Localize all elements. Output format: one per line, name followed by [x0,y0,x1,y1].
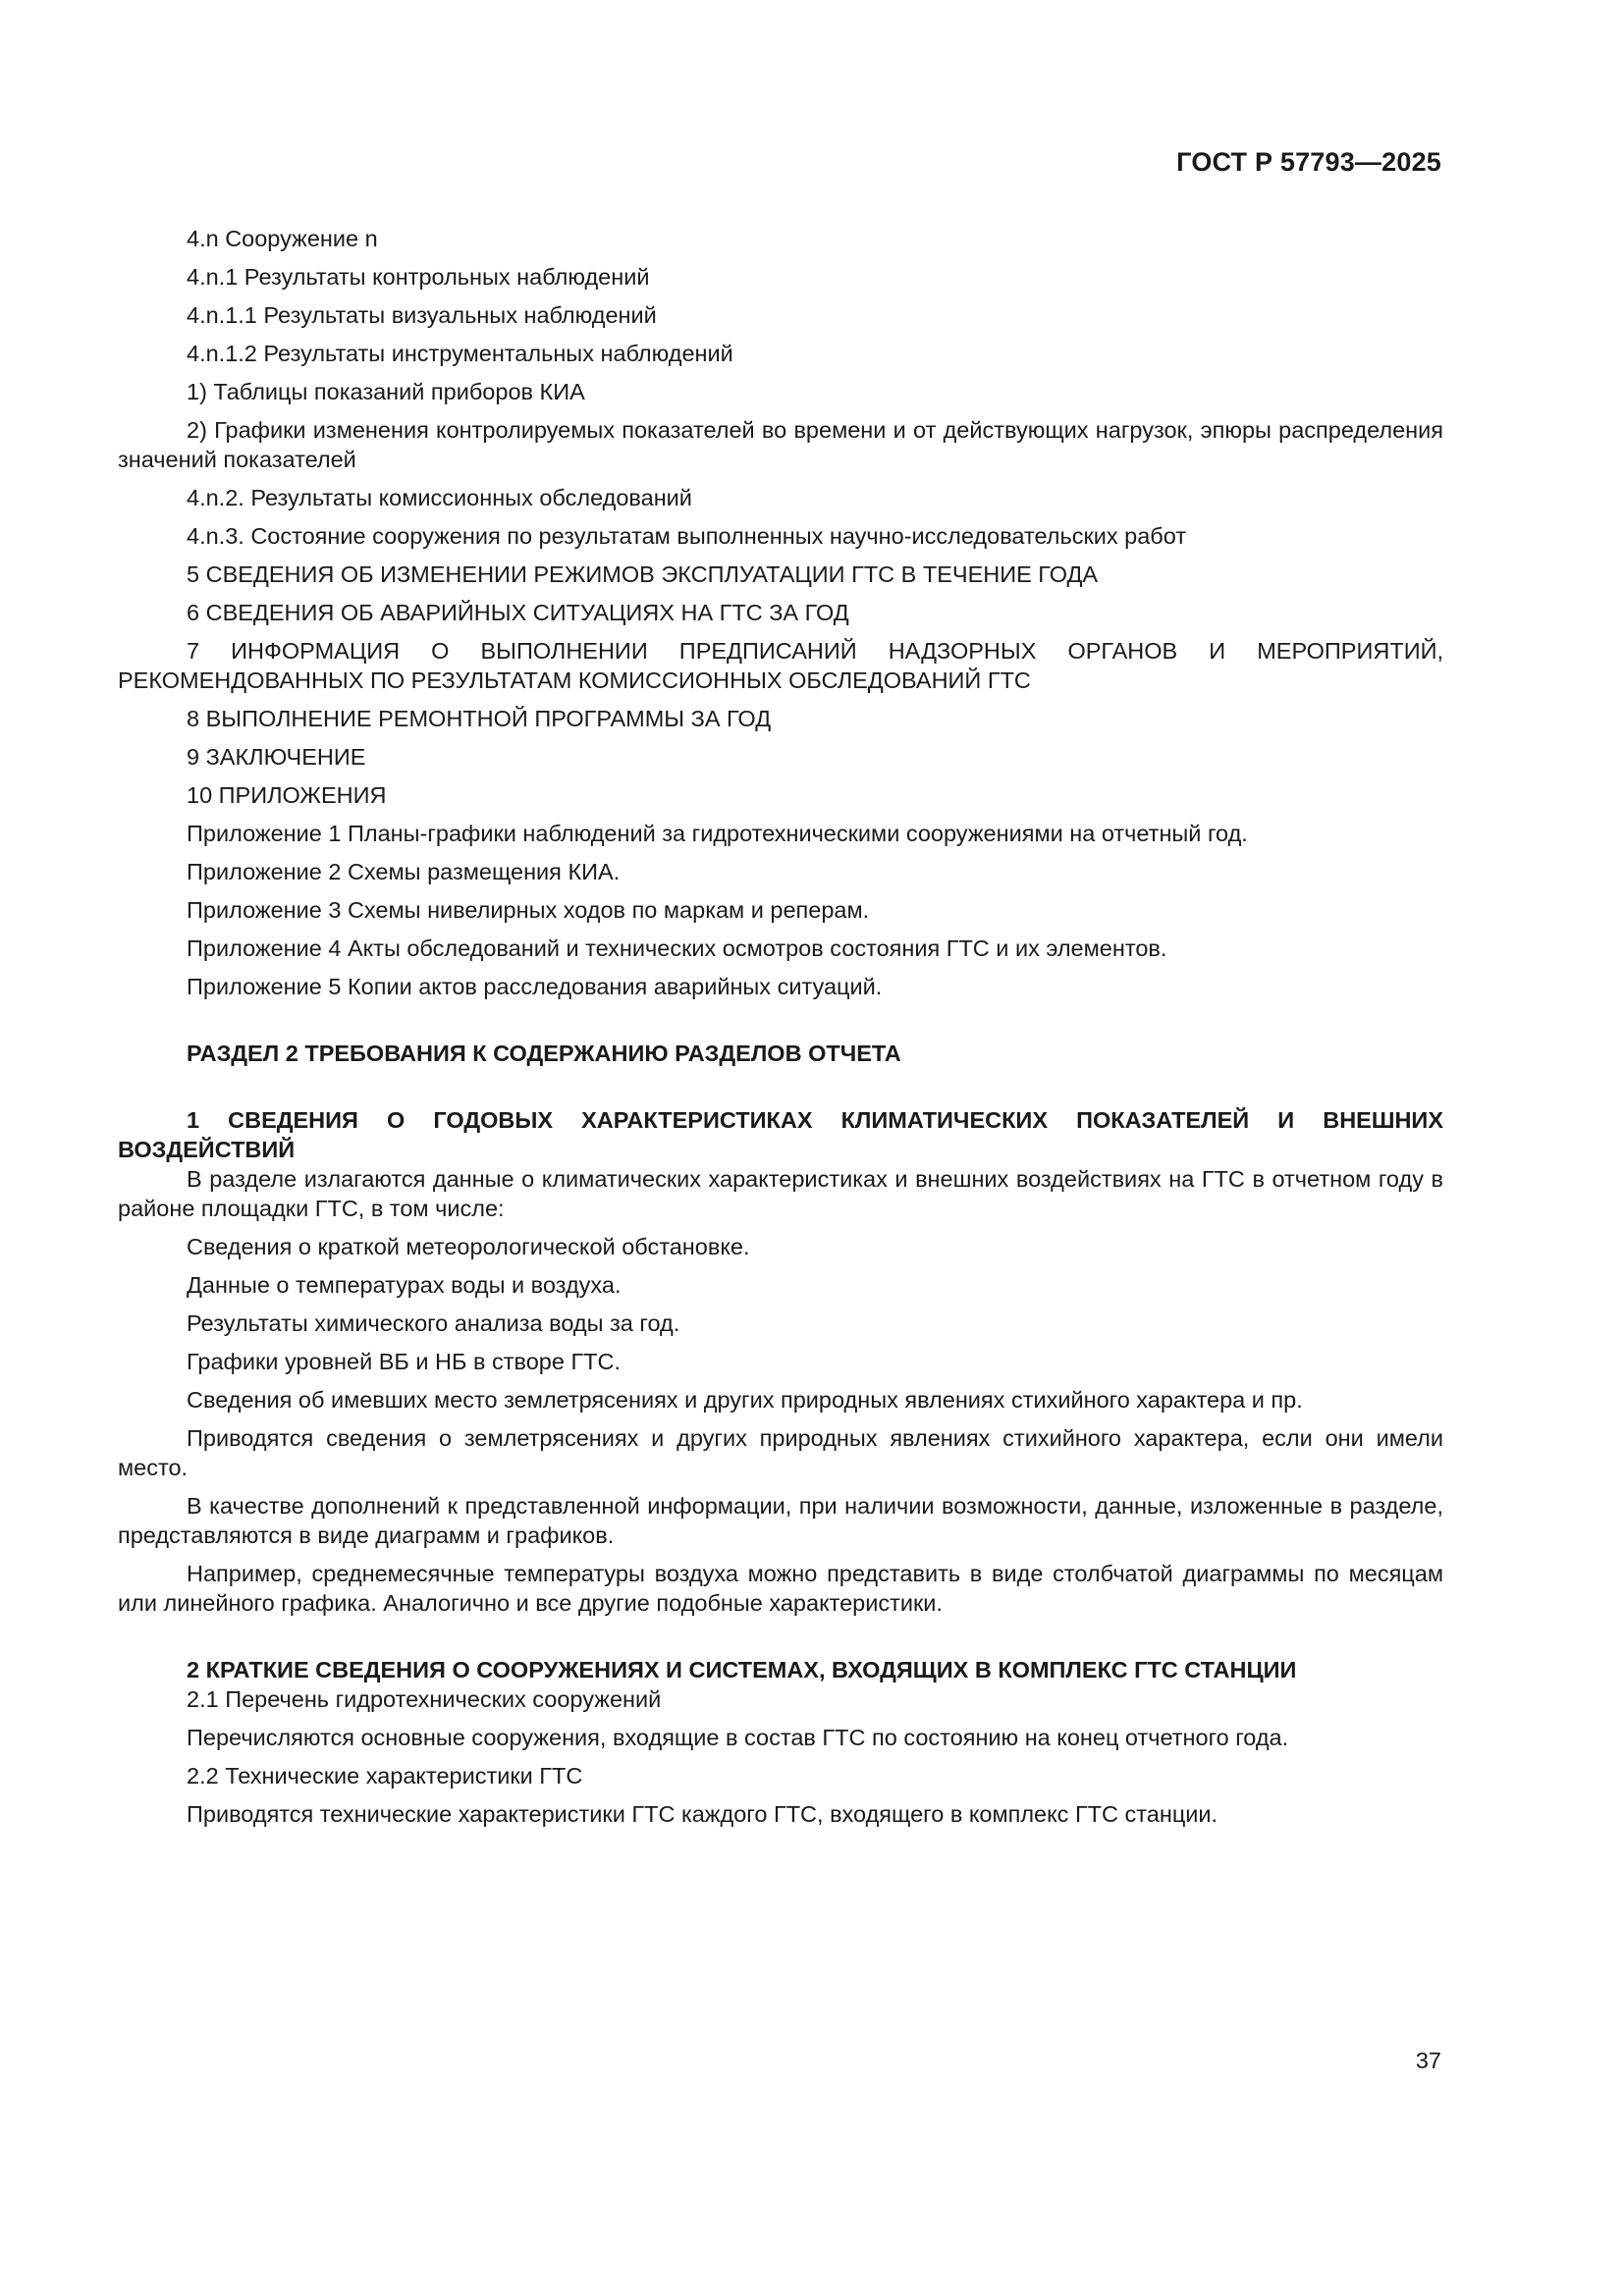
toc-line: Приложение 5 Копии актов расследования аварийных ситуаций. [187,974,883,999]
paragraph: Перечисляются основные сооружения, входящие в состав ГТС по состоянию на конец отчетного года. [187,1725,1289,1750]
toc-line: 5 СВЕДЕНИЯ ОБ ИЗМЕНЕНИИ РЕЖИМОВ ЭКСПЛУАТАЦИИ ГТС В ТЕЧЕНИЕ ГОДА [187,561,1099,587]
toc-line: 2) Графики изменения контролируемых показателей во времени и от действующих нагрузок, эпюры распределения значений показателей [118,417,1443,472]
toc-line: 4.n.1.1 Результаты визуальных наблюдений [187,302,657,328]
toc-line: 4.n.2. Результаты комиссионных обследований [187,485,692,510]
paragraph: Например, среднемесячные температуры воздуха можно представить в виде столбчатой диаграммы по месяцам или линейного графика. Аналогично и все другие подобные характеристики. [118,1561,1443,1616]
toc-line: 9 ЗАКЛЮЧЕНИЕ [187,744,366,770]
section-title: РАЗДЕЛ 2 ТРЕБОВАНИЯ К СОДЕРЖАНИЮ РАЗДЕЛОВ ОТЧЕТА [187,1041,901,1066]
paragraph: Приводятся технические характеристики ГТС каждого ГТС, входящего в комплекс ГТС станции. [187,1801,1218,1827]
toc-line: 4.n.1.2 Результаты инструментальных наблюдений [187,341,733,366]
document-header-id: ГОСТ Р 57793—2025 [1176,147,1441,177]
paragraph: В разделе излагаются данные о климатических характеристиках и внешних воздействиях на ГТС в отчетном году в районе площадки ГТС, в том числе: [118,1166,1443,1221]
paragraph: В качестве дополнений к представленной информации, при наличии возможности, данные, изложенные в разделе, представляются в виде диаграмм и графиков. [118,1493,1443,1548]
paragraph: Сведения об имевших место землетрясениях и других природных явлениях стихийного характера и пр. [187,1387,1303,1413]
toc-line: 6 СВЕДЕНИЯ ОБ АВАРИЙНЫХ СИТУАЦИЯХ НА ГТС ЗА ГОД [187,600,849,625]
document-body [118,224,1443,1838]
page-number: 37 [1415,2048,1441,2073]
toc-line: 4.n.3. Состояние сооружения по результатам выполненных научно-исследовательских работ [187,523,1187,549]
paragraph: Результаты химического анализа воды за год. [187,1310,680,1336]
toc-line: Приложение 3 Схемы нивелирных ходов по маркам и реперам. [187,897,870,923]
toc-line: Приложение 4 Акты обследований и технических осмотров состояния ГТС и их элементов. [187,935,1167,961]
subsection-heading: 2 КРАТКИЕ СВЕДЕНИЯ О СООРУЖЕНИЯХ И СИСТЕМАХ, ВХОДЯЩИХ В КОМПЛЕКС ГТС СТАНЦИИ [187,1657,1297,1682]
paragraph: 2.2 Технические характеристики ГТС [187,1763,583,1789]
toc-line: 10 ПРИЛОЖЕНИЯ [187,782,387,808]
paragraph: 2.1 Перечень гидротехнических сооружений [187,1686,662,1712]
paragraph: Данные о температурах воды и воздуха. [187,1272,622,1298]
toc-line: 7 ИНФОРМАЦИЯ О ВЫПОЛНЕНИИ ПРЕДПИСАНИЙ НАДЗОРНЫХ ОРГАНОВ И МЕРОПРИЯТИЙ, РЕКОМЕНДОВАННЫХ ПО РЕЗУЛЬТАТАМ КОМИССИОННЫХ ОБСЛЕДОВАНИЙ ГТС [118,638,1443,693]
paragraph: Сведения о краткой метеорологической обстановке. [187,1234,750,1259]
toc-line: 4.n.1 Результаты контрольных наблюдений [187,264,650,290]
paragraph: Графики уровней ВБ и НБ в створе ГТС. [187,1349,622,1374]
toc-line: 8 ВЫПОЛНЕНИЕ РЕМОНТНОЙ ПРОГРАММЫ ЗА ГОД [187,706,772,731]
toc-line: Приложение 2 Схемы размещения КИА. [187,859,621,884]
subsection-heading: 1 СВЕДЕНИЯ О ГОДОВЫХ ХАРАКТЕРИСТИКАХ КЛИМАТИЧЕСКИХ ПОКАЗАТЕЛЕЙ И ВНЕШНИХ ВОЗДЕЙСТВИЙ [118,1107,1443,1162]
toc-block [118,224,1443,1001]
toc-line: 1) Таблицы показаний приборов КИА [187,379,585,404]
toc-line: Приложение 1 Планы-графики наблюдений за гидротехническими сооружениями на отчетный год. [187,821,1248,846]
paragraph: Приводятся сведения о землетрясениях и других природных явлениях стихийного характера, если они имели место. [118,1425,1443,1480]
toc-line: 4.n Сооружение n [187,226,378,251]
